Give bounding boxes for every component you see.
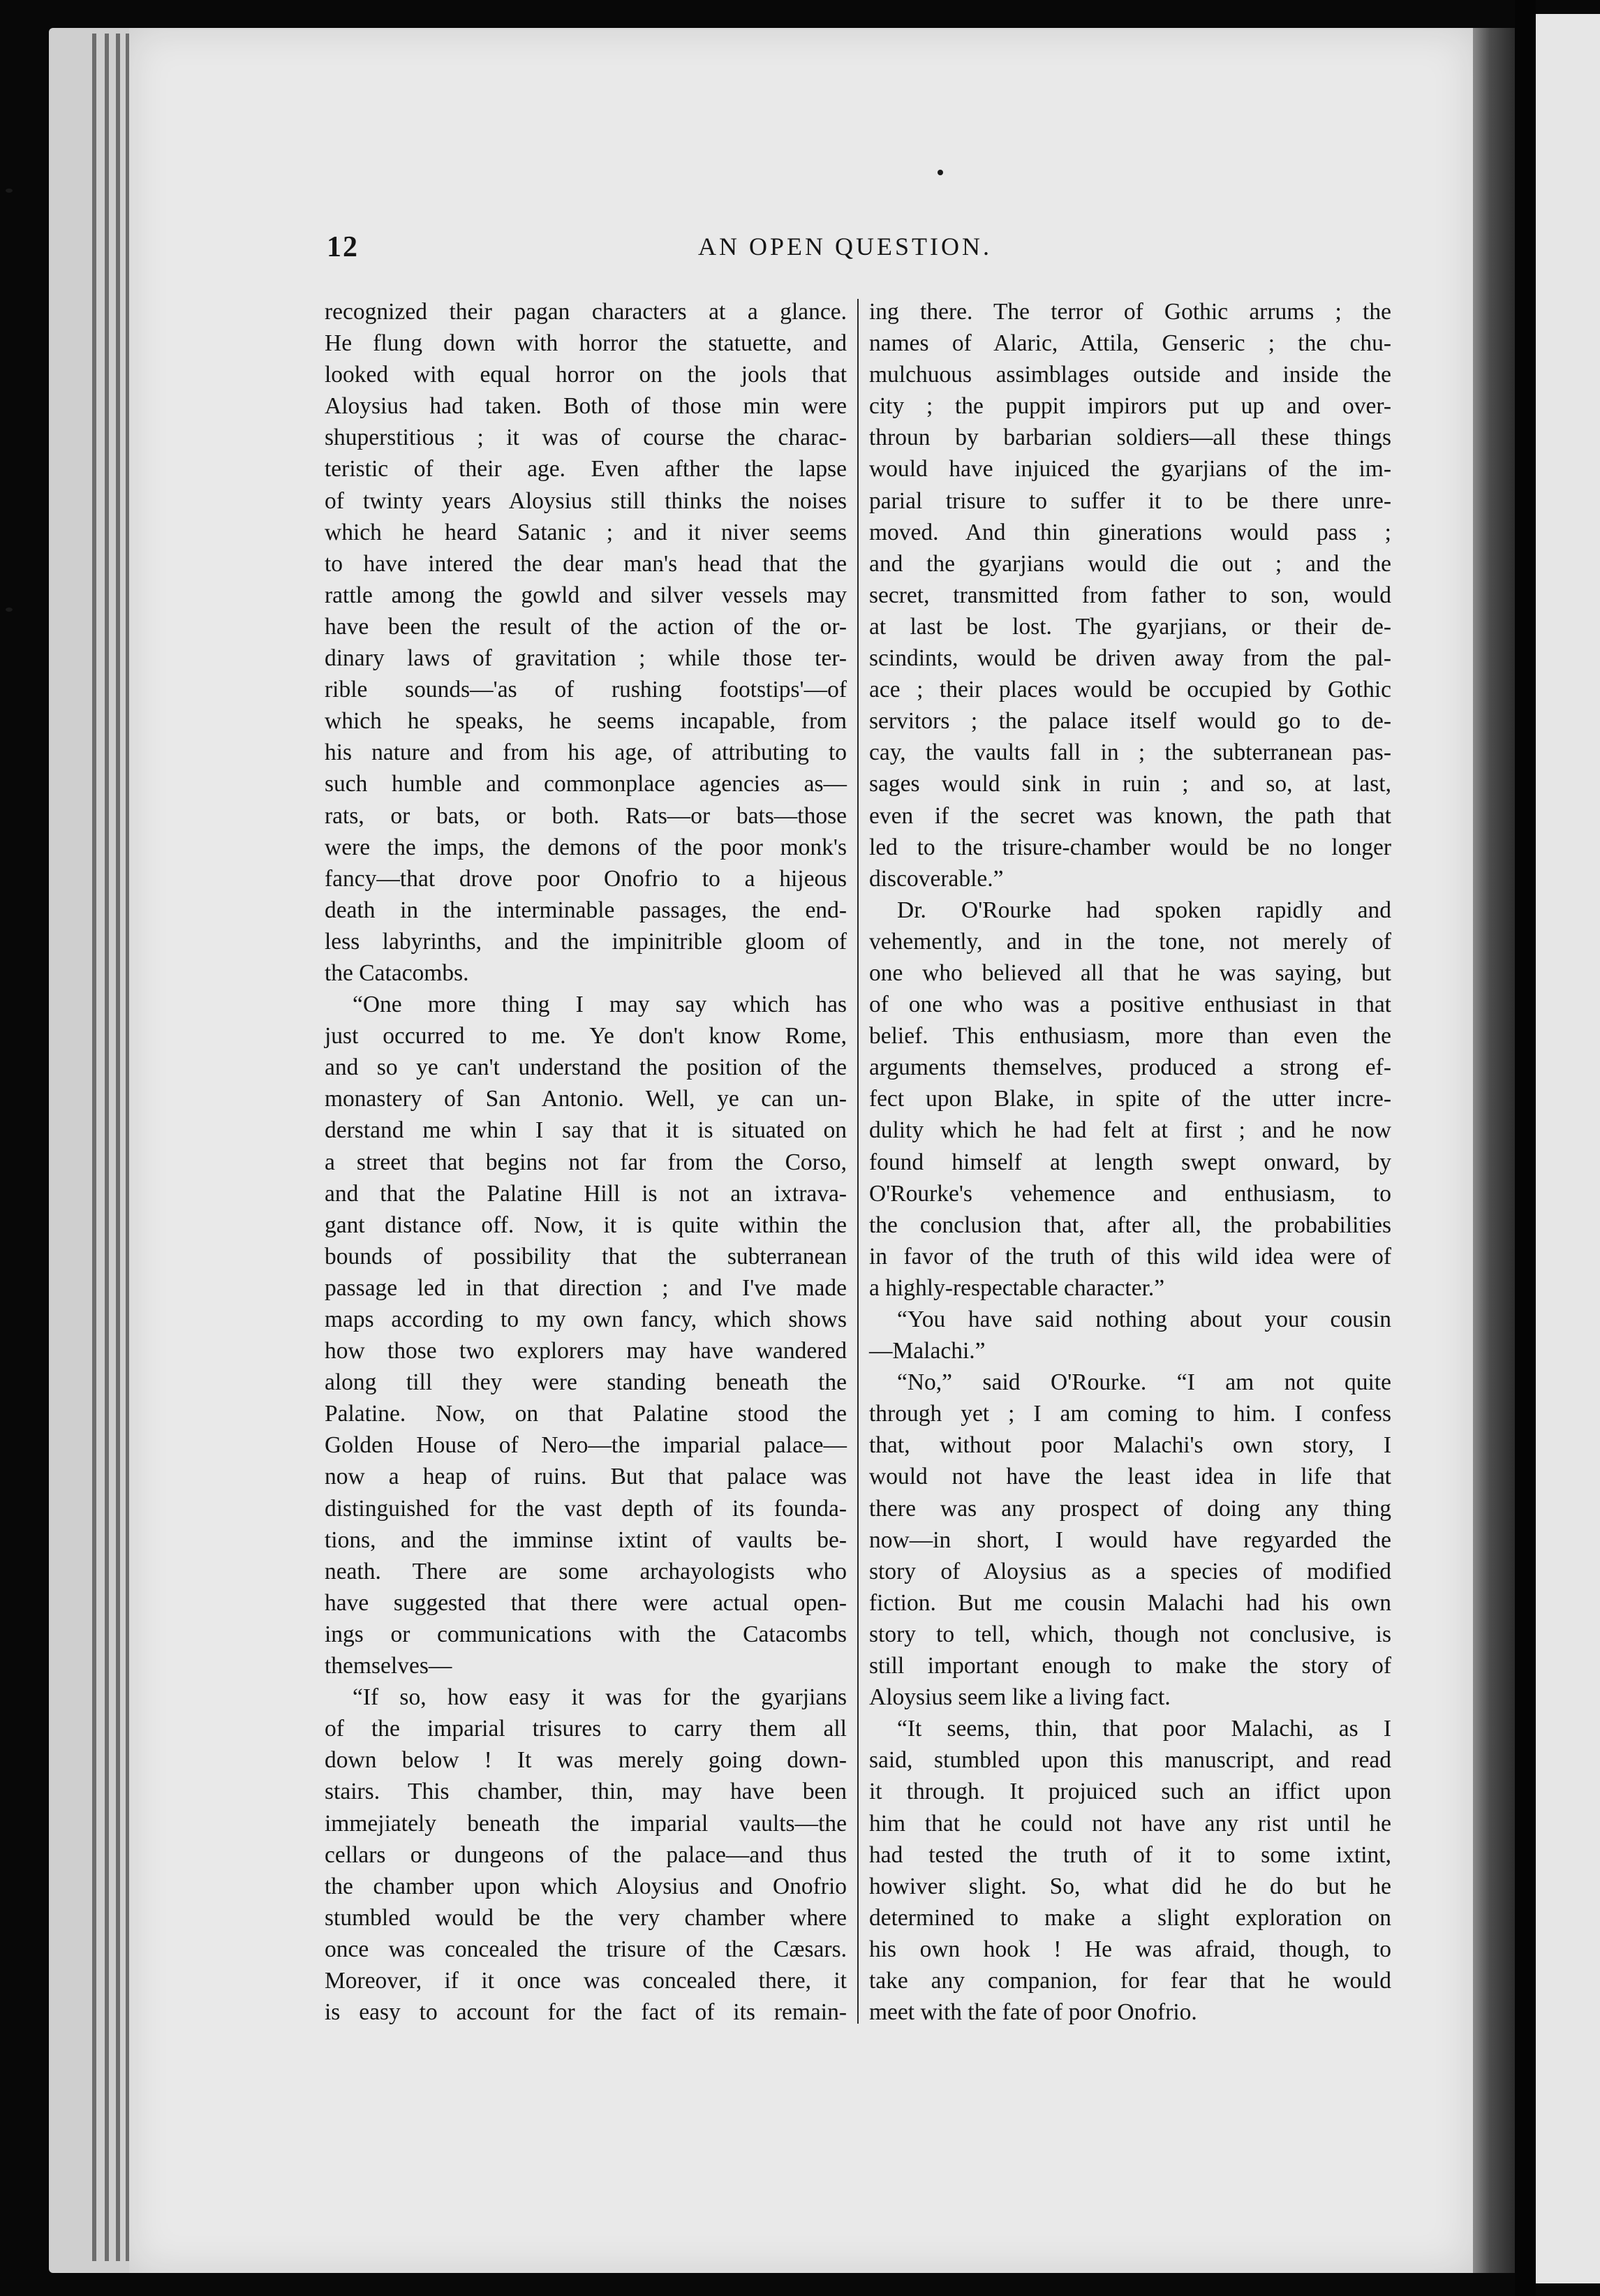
text-line: rattle among the gowld and silver vessels may bbox=[325, 582, 847, 608]
text-line: shuperstitious ; it was of course the charac- bbox=[325, 425, 847, 451]
text-line: “No,” said O'Rourke. “I am not quite bbox=[897, 1369, 1391, 1396]
text-line: servitors ; the palace itself would go to de- bbox=[869, 708, 1391, 735]
text-line: derstand me whin I say that it is situated on bbox=[325, 1117, 847, 1144]
text-line: fiction. But me cousin Malachi had his own bbox=[869, 1589, 1391, 1616]
text-line: Palatine. Now, on that Palatine stood the bbox=[325, 1401, 847, 1427]
text-line: had tested the truth of it to some ixtint, bbox=[869, 1841, 1391, 1868]
text-line: “One more thing I may say which has bbox=[353, 992, 847, 1018]
page-edge bbox=[92, 34, 96, 2261]
text-line: mulchuous assimblages outside and inside the bbox=[869, 362, 1391, 388]
page-edge bbox=[116, 34, 120, 2261]
text-line: a highly-respectable character.” bbox=[869, 1274, 1165, 1301]
text-line: monastery of San Antonio. Well, ye can un- bbox=[325, 1086, 847, 1112]
text-line: rats, or bats, or both. Rats—or bats—those bbox=[325, 802, 847, 829]
text-line: that, without poor Malachi's own story, I bbox=[869, 1432, 1391, 1459]
text-line: city ; the puppit impirors put up and over- bbox=[869, 393, 1391, 420]
text-line: Aloysius had taken. Both of those min were bbox=[325, 393, 847, 420]
text-line: to have intered the dear man's head that the bbox=[325, 550, 847, 577]
text-line: neath. There are some archayologists who bbox=[325, 1558, 847, 1584]
text-line: of one who was a positive enthusiast in that bbox=[869, 992, 1391, 1018]
text-line: just occurred to me. Ye don't know Rome, bbox=[325, 1023, 847, 1050]
text-line: Dr. O'Rourke had spoken rapidly and bbox=[897, 897, 1391, 923]
text-line: ing there. The terror of Gothic arrums ; the bbox=[869, 299, 1391, 325]
text-line: vehemently, and in the tone, not merely of bbox=[869, 928, 1391, 955]
text-line: the conclusion that, after all, the probabilities bbox=[869, 1212, 1391, 1238]
text-line: at last be lost. The gyarjians, or their de- bbox=[869, 613, 1391, 640]
text-line: secret, transmitted from father to son, would bbox=[869, 582, 1391, 608]
ink-speck bbox=[6, 189, 13, 193]
text-line: meet with the fate of poor Onofrio. bbox=[869, 1999, 1197, 2026]
text-line: it through. It projuiced such an iffict upon bbox=[869, 1779, 1391, 1805]
text-line: cellars or dungeons of the palace—and thus bbox=[325, 1841, 847, 1868]
text-line: —Malachi.” bbox=[869, 1338, 986, 1364]
text-line: bounds of possibility that the subterranean bbox=[325, 1243, 847, 1270]
text-line: still important enough to make the story of bbox=[869, 1653, 1391, 1679]
text-line: have suggested that there were actual open- bbox=[325, 1589, 847, 1616]
text-line: ace ; their places would be occupied by Gothic bbox=[869, 677, 1391, 703]
text-line: and that the Palatine Hill is not an ixtrava- bbox=[325, 1180, 847, 1207]
text-line: fect upon Blake, in spite of the utter incre- bbox=[869, 1086, 1391, 1112]
text-line: led to the trisure-chamber would be no longer bbox=[869, 834, 1391, 860]
gutter-gap bbox=[1515, 0, 1536, 2296]
text-line: immejiately beneath the imparial vaults—the bbox=[325, 1810, 847, 1837]
text-line: teristic of their age. Even afther the lapse bbox=[325, 456, 847, 483]
text-line: is easy to account for the fact of its remain- bbox=[325, 1999, 847, 2026]
left-text-column bbox=[325, 296, 847, 2028]
text-line: Aloysius seem like a living fact. bbox=[869, 1684, 1171, 1711]
ink-speck bbox=[938, 170, 943, 175]
text-line: tions, and the imminse ixtint of vaults be- bbox=[325, 1526, 847, 1553]
text-line: gant distance off. Now, it is quite within the bbox=[325, 1212, 847, 1238]
column-divider bbox=[857, 299, 859, 2024]
text-line: dulity which he had felt at first ; and he now bbox=[869, 1117, 1391, 1144]
text-line: now—in short, I would have regyarded the bbox=[869, 1526, 1391, 1553]
text-line: of the imparial trisures to carry them all bbox=[325, 1716, 847, 1742]
page-number: 12 bbox=[327, 231, 359, 263]
text-line: maps according to my own fancy, which shows bbox=[325, 1307, 847, 1332]
text-line: would not have the least idea in life that bbox=[869, 1464, 1391, 1490]
text-line: his nature and from his age, of attributing to bbox=[325, 739, 847, 766]
text-line: O'Rourke's vehemence and enthusiasm, to bbox=[869, 1180, 1391, 1207]
text-line: discoverable.” bbox=[869, 865, 1004, 892]
text-line: said, stumbled upon this manuscript, and read bbox=[869, 1747, 1391, 1774]
text-line: cay, the vaults fall in ; the subterranean pas- bbox=[869, 739, 1391, 766]
text-line: dinary laws of gravitation ; while those ter- bbox=[325, 645, 847, 672]
text-line: death in the interminable passages, the end- bbox=[325, 897, 847, 923]
text-line: He flung down with horror the statuette, and bbox=[325, 330, 847, 357]
text-line: down below ! It was merely going down- bbox=[325, 1747, 847, 1774]
text-line: along till they were standing beneath the bbox=[325, 1369, 847, 1396]
text-line: such humble and commonplace agencies as— bbox=[325, 771, 847, 797]
text-line: story of Aloysius as a species of modified bbox=[869, 1558, 1391, 1584]
text-line: which he heard Satanic ; and it niver seems bbox=[325, 519, 847, 545]
text-line: throun by barbarian soldiers—all these things bbox=[869, 425, 1391, 451]
text-line: him that he could not have any rist until he bbox=[869, 1810, 1391, 1837]
ink-speck bbox=[6, 608, 13, 612]
text-line: fancy—that drove poor Onofrio to a hijeous bbox=[325, 865, 847, 892]
text-line: arguments themselves, produced a strong ef- bbox=[869, 1054, 1391, 1081]
text-line: names of Alaric, Attila, Genseric ; the chu- bbox=[869, 330, 1391, 357]
text-line: the Catacombs. bbox=[325, 959, 469, 986]
text-line: “You have said nothing about your cousin bbox=[897, 1307, 1391, 1332]
text-line: rible sounds—'as of rushing footstips'—of bbox=[325, 677, 847, 703]
text-line: stairs. This chamber, thin, may have been bbox=[325, 1779, 847, 1805]
text-line: recognized their pagan characters at a glance. bbox=[325, 299, 847, 325]
text-line: stumbled would be the very chamber where bbox=[325, 1904, 847, 1931]
text-line: have been the result of the action of the or- bbox=[325, 613, 847, 640]
text-line: “If so, how easy it was for the gyarjians bbox=[353, 1684, 847, 1711]
text-line: sages would sink in ruin ; and so, at last, bbox=[869, 771, 1391, 797]
adjacent-page-edge bbox=[1536, 14, 1600, 2283]
text-line: which he speaks, he seems incapable, from bbox=[325, 708, 847, 735]
text-line: scindints, would be driven away from the pal- bbox=[869, 645, 1391, 672]
text-line: story to tell, which, though not conclusive, is bbox=[869, 1621, 1391, 1647]
text-line: Moreover, if it once was concealed there, it bbox=[325, 1967, 847, 1994]
text-line: were the imps, the demons of the poor monk's bbox=[325, 834, 847, 860]
text-line: parial trisure to suffer it to be there unre- bbox=[869, 487, 1391, 514]
text-line: once was concealed the trisure of the Cæsars. bbox=[325, 1936, 847, 1962]
text-line: looked with equal horror on the jools that bbox=[325, 362, 847, 388]
text-line: Golden House of Nero—the imparial palace— bbox=[325, 1432, 847, 1459]
text-line: distinguished for the vast depth of its founda- bbox=[325, 1495, 847, 1522]
text-line: found himself at length swept onward, by bbox=[869, 1149, 1391, 1175]
text-line: there was any prospect of doing any thing bbox=[869, 1495, 1391, 1522]
text-line: one who believed all that he was saying, but bbox=[869, 959, 1391, 986]
text-line: a street that begins not far from the Corso, bbox=[325, 1149, 847, 1175]
text-line: of twinty years Aloysius still thinks the noises bbox=[325, 487, 847, 514]
text-line: take any companion, for fear that he would bbox=[869, 1967, 1391, 1994]
running-title: AN OPEN QUESTION. bbox=[698, 233, 992, 260]
text-line: less labyrinths, and the impinitrible gloom of bbox=[325, 928, 847, 955]
text-line: now a heap of ruins. But that palace was bbox=[325, 1464, 847, 1490]
text-line: ings or communications with the Catacombs bbox=[325, 1621, 847, 1647]
gutter-shadow bbox=[1473, 28, 1515, 2273]
text-line: themselves— bbox=[325, 1653, 452, 1679]
text-line: would have injuiced the gyarjians of the im- bbox=[869, 456, 1391, 483]
text-line: howiver slight. So, what did he do but he bbox=[869, 1873, 1391, 1899]
text-line: “It seems, thin, that poor Malachi, as I bbox=[897, 1716, 1391, 1742]
text-line: in favor of the truth of this wild idea were of bbox=[869, 1243, 1391, 1270]
right-text-column bbox=[869, 296, 1391, 2028]
text-line: and the gyarjians would die out ; and the bbox=[869, 550, 1391, 577]
text-line: belief. This enthusiasm, more than even the bbox=[869, 1023, 1391, 1050]
text-line: the chamber upon which Aloysius and Onofrio bbox=[325, 1873, 847, 1899]
text-line: passage led in that direction ; and I've made bbox=[325, 1274, 847, 1301]
text-line: how those two explorers may have wandered bbox=[325, 1338, 847, 1364]
text-line: and so ye can't understand the position of the bbox=[325, 1054, 847, 1081]
page-edge bbox=[105, 34, 109, 2261]
text-line: determined to make a slight exploration on bbox=[869, 1904, 1391, 1931]
text-line: through yet ; I am coming to him. I confess bbox=[869, 1401, 1391, 1427]
text-line: his own hook ! He was afraid, though, to bbox=[869, 1936, 1391, 1962]
text-line: moved. And thin ginerations would pass ; bbox=[869, 519, 1391, 545]
text-line: even if the secret was known, the path that bbox=[869, 802, 1391, 829]
